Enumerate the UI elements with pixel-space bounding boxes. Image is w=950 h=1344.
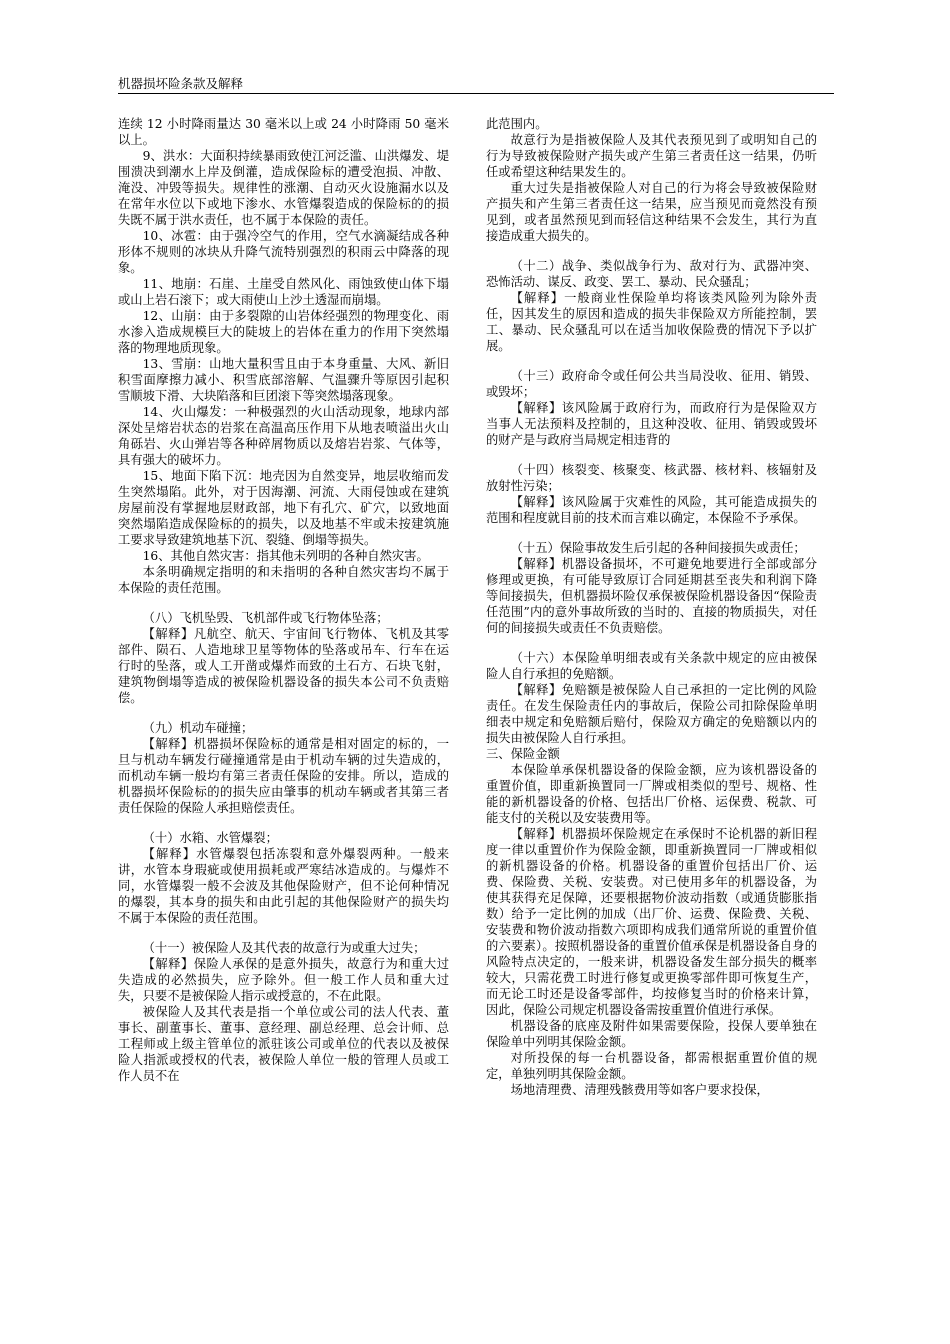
paragraph: 15、地面下陷下沉：地壳因为自然变异，地层收缩而发生突然塌陷。此外，对于因海潮、河流、大雨侵蚀或在建筑房屋前没有掌握地层财政部，地下有孔穴、矿穴，以致地面突然塌陷造成保险标的的损失，以及地基不牢或未按建筑施工要求导致建筑地基下沉、裂缝、倒塌等损失。 [118,469,449,547]
paragraph: 【解释】机器损坏保险规定在承保时不论机器的新旧程度一律以重置价作为保险金额，即重新换置同一厂牌或相似的新机器设备的价格。机器设备的重置价包括出厂价、运费、保险费、关税、安装费。对已使用多年的机器设备，为使其获得充足保障，还要根据物价波动指数（或通货膨胀指数）给予一定比例的加成（出厂价、运费、保险费、关税、安装费和物价波动指数六项即构成我们通常所说的重置价值的六要素）。按照机器设备的重置价值承保是机器设备自身的风险特点决定的，一般来讲，机器设备发生部分损失的概率较大，只需花费工时进行修复或更换零部件即可恢复生产，而无论工时还是设备零部件，均按修复当时的价格来计算，因此，保险公司规定机器设备需按重置价值进行承保。 [486,827,817,1017]
paragraph: 【解释】该风险属于政府行为，而政府行为是保险双方当事人无法预料及控制的，且这种没收、征用、销毁或毁坏的财产是与政府当局规定相违背的 [486,401,817,447]
paragraph: 11、地崩：石崖、土崖受自然风化、雨蚀致使山体下塌或山上岩石滚下；或大雨使山上沙土透湿而崩塌。 [118,277,449,307]
paragraph: 13、雪崩：山地大量积雪且由于本身重量、大风、新旧积雪面摩擦力减小、积雪底部溶解、气温骤升等原因引起积雪顺坡下滑、大块陷落和巨团滚下等突然塌落现象。 [118,357,449,403]
paragraph: 12、山崩：由于多裂隙的山岩体经强烈的物理变化、雨水渗入造成规模巨大的陡坡上的岩体在重力的作用下突然塌落的物理地质现象。 [118,309,449,355]
paragraph: 16、其他自然灾害：指其他未列明的各种自然灾害。 [142,549,429,563]
paragraph: 本条明确规定指明的和未指明的各种自然灾害均不属于本保险的责任范围。 [118,565,449,595]
paragraph: 9、洪水：大面积持续暴雨致使江河泛滥、山洪爆发、堤围溃决到潮水上岸及倒灌，造成保险标的遭受泡损、冲散、淹没、冲毁等损失。规律性的涨潮、自动灭火设施漏水以及在常年水位以下或地下渗水、水管爆裂造成的保险标的的损失既不属于洪水责任，也不属于本保险的责任。 [118,149,449,227]
paragraph: 此范围内。 [486,117,548,131]
paragraph: 重大过失是指被保险人对自己的行为将会导致被保险财产损失和产生第三者责任这一结果，应当预见而竟然没有预见到，或者虽然预见到而轻信这种结果不会发生，其行为直接造成重大损失的。 [486,181,817,243]
header-title: 机器损坏险条款及解释 [118,76,244,91]
page-header [118,73,834,94]
paragraph: （十三）政府命令或任何公共当局没收、征用、销毁、或毁坏； [486,369,817,399]
paragraph: 【解释】免赔额是被保险人自己承担的一定比例的风险责任。在发生保险责任内的事故后，保险公司扣除保险单明细表中规定和免赔额后赔付，保险双方确定的免赔额以内的损失由被保险人自行承担。 [486,683,817,745]
paragraph: 三、保险金额 [486,747,560,761]
paragraph: 对所投保的每一台机器设备，都需根据重置价值的规定，单独列明其保险金额。 [486,1051,817,1081]
paragraph: （十一）被保险人及其代表的故意行为或重大过失； [142,941,426,955]
paragraph: 机器设备的底座及附件如果需要保险，投保人要单独在保险单中列明其保险金额。 [486,1019,817,1049]
paragraph: （十二）战争、类似战争行为、敌对行为、武器冲突、恐怖活动、谋反、政变、罢工、暴动、民众骚乱； [486,259,817,289]
paragraph: 故意行为是指被保险人及其代表预见到了或明知自己的行为导致被保险财产损失或产生第三者责任这一结果，仍听任或希望这种结果发生的。 [486,133,817,179]
paragraph: 被保险人及其代表是指一个单位或公司的法人代表、董事长、副董事长、董事、意经理、副总经理、总会计师、总工程师或上级主管单位的派驻该公司或单位的代表以及被保险人指派或授权的代表，被保险人单位一般的管理人员或工作人员不在 [118,1005,449,1083]
paragraph: （十六）本保险单明细表或有关条款中规定的应由被保险人自行承担的免赔额。 [486,651,817,681]
right-column [486,116,817,1098]
paragraph: （十四）核裂变、核聚变、核武器、核材料、核辐射及放射性污染； [486,463,817,493]
paragraph: 14、火山爆发：一种极强烈的火山活动现象，地球内部深处呈熔岩状态的岩浆在高温高压作用下从地表喷溢出火山角砾岩、火山弹岩等各种碎屑物质以及熔岩岩浆、气体等，具有强大的破坏力。 [118,405,449,467]
paragraph: 【解释】保险人承保的是意外损失，故意行为和重大过失造成的必然损失，应予除外。但一般工作人员和重大过失，只要不是被保险人指示或授意的，不在此限。 [118,957,449,1003]
paragraph: 【解释】该风险属于灾难性的风险，其可能造成损失的范围和程度就目前的技术而言难以确定，本保险不予承保。 [486,495,817,525]
paragraph: 场地清理费、清理残骸费用等如客户要求投保， [510,1083,769,1097]
paragraph: 【解释】凡航空、航天、宇宙间飞行物体、飞机及其零部件、陨石、人造地球卫星等物体的坠落或吊车、行车在运行时的坠落，或人工开凿或爆炸而致的土石方、石块飞射，建筑物倒塌等造成的被保险机器设备的损失本公司不负责赔偿。 [118,627,449,705]
paragraph: （十）水箱、水管爆裂； [142,831,278,845]
paragraph: 【解释】机器设备损坏，不可避免地要进行全部或部分修理或更换，有可能导致原订合同延期甚至丧失和利润下降等间接损失，但机器损坏险仅承保被保险机器设备因“保险责任范围”内的意外事故所致的当时的、直接的物质损失，对任何的间接损失或责任不负责赔偿。 [486,557,817,635]
paragraph: （八）飞机坠毁、飞机部件或飞行物体坠落； [142,611,389,625]
paragraph: 本保险单承保机器设备的保险金额，应为该机器设备的重置价值，即重新换置同一厂牌或相类似的型号、规格、性能的新机器设备的价格、包括出厂价格、运保费、税款、可能支付的关税以及安装费用等。 [486,763,817,825]
paragraph: 连续 12 小时降雨量达 30 毫米以上或 24 小时降雨 50 毫米以上。 [118,117,449,147]
left-column [118,116,449,1084]
paragraph: 【解释】水管爆裂包括冻裂和意外爆裂两种。一般来讲，水管本身瑕疵或使用损耗或严寒结冰造成的。与爆炸不同，水管爆裂一般不会波及其他保险财产，但不论何种情况的爆裂，其本身的损失和由此引起的其他保险财产的损失均不属于本保险的责任范围。 [118,847,449,925]
paragraph: 10、冰雹：由于强冷空气的作用，空气水滴凝结成各种形体不规则的冰块从升降气流特别强烈的积雨云中降落的现象。 [118,229,449,275]
paragraph: （九）机动车碰撞； [142,721,254,735]
paragraph: （十五）保险事故发生后引起的各种间接损失或责任； [510,541,806,555]
paragraph: 【解释】机器损坏保险标的通常是相对固定的标的，一旦与机动车辆发行碰撞通常是由于机动车辆的过失造成的，而机动车辆一般均有第三者责任保险的安排。所以，造成的机器损坏保险标的的损失应由肇事的机动车辆或者其第三者责任保险的保险人承担赔偿责任。 [118,737,449,815]
paragraph: 【解释】一般商业性保险单均将该类风险列为除外责任，因其发生的原因和造成的损失非保险双方所能控制，罢工、暴动、民众骚乱可以在适当加收保险费的情况下予以扩展。 [486,291,817,353]
